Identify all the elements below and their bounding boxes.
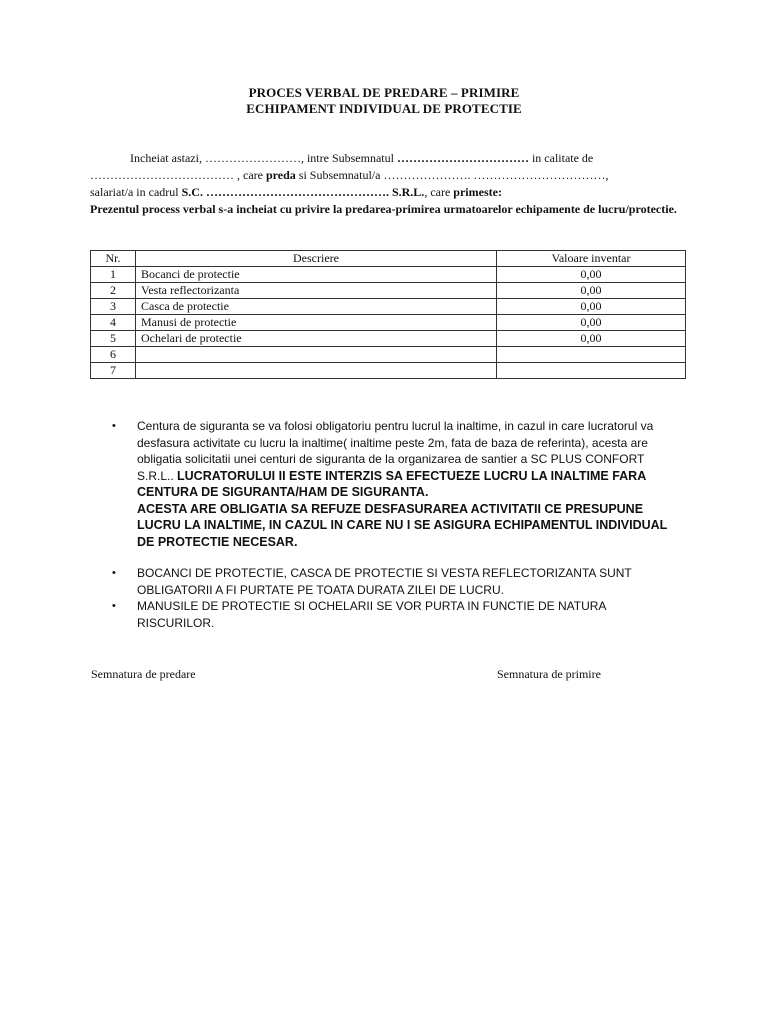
cell-desc: Vesta reflectorizanta <box>136 283 497 299</box>
list-item <box>112 565 672 598</box>
cell-desc <box>136 347 497 363</box>
list-spacer <box>112 550 672 565</box>
header-descriere: Descriere <box>136 251 497 267</box>
note-text: MANUSILE DE PROTECTIE SI OCHELARII SE VOR PURTA IN FUNCTIE DE NATURA RISCURILOR. <box>137 599 606 630</box>
cell-nr: 5 <box>91 331 136 347</box>
intro-text: in calitate de <box>528 151 594 165</box>
cell-val: 0,00 <box>497 315 686 331</box>
cell-desc: Bocanci de protectie <box>136 267 497 283</box>
table-header-row <box>91 251 686 267</box>
intro-text: si Subsemnatul/a …………………. ……………………………, <box>295 168 609 182</box>
intro-text: salariat/a in cadrul <box>90 185 182 199</box>
intro-line-4: Prezentul process verbal s-a incheiat cu privire la predarea-primirea urmatoarelor echipamente de lucru/protectie. <box>90 202 677 216</box>
table-row <box>91 267 686 283</box>
document-title-line1: PROCES VERBAL DE PREDARE – PRIMIRE <box>248 85 520 100</box>
cell-val <box>497 347 686 363</box>
intro-text: Incheiat astazi, ……………………, intre Subsemnatul <box>130 151 397 165</box>
note-text: Centura de siguranta se va folosi obligatoriu pentru lucrul la inaltime, in cazul in care lucratorul va desfasura activitate cu lucru la inaltime( inaltime peste 2m, fata de baza de referinta), acesta are obligatia solicitatii unei centuri de siguranta de la organizarea de santier a SC PLUS CONFORT S.R.L.. <box>137 419 654 483</box>
cell-nr: 4 <box>91 315 136 331</box>
cell-nr: 2 <box>91 283 136 299</box>
table-row <box>91 283 686 299</box>
table-row <box>91 363 686 379</box>
table-row <box>91 331 686 347</box>
list-item <box>112 418 672 550</box>
note-text: BOCANCI DE PROTECTIE, CASCA DE PROTECTIE SI VESTA REFLECTORIZANTA SUNT OBLIGATORII A FI PURTATE PE TOATA DURATA ZILEI DE LUCRU. <box>137 566 632 597</box>
safety-notes-list <box>112 418 672 631</box>
cell-desc: Casca de protectie <box>136 299 497 315</box>
cell-desc: Ochelari de protectie <box>136 331 497 347</box>
intro-line-2 <box>90 167 686 184</box>
cell-val <box>497 363 686 379</box>
header-valoare: Valoare inventar <box>497 251 686 267</box>
cell-val: 0,00 <box>497 283 686 299</box>
document-title-line2: ECHIPAMENT INDIVIDUAL DE PROTECTIE <box>246 101 522 116</box>
intro-line-3 <box>90 184 686 201</box>
intro-primeste: primeste: <box>453 185 502 199</box>
inventory-table <box>90 250 686 379</box>
intro-company: S.C. ………………………………………. S.R.L. <box>181 185 425 199</box>
signature-primire: Semnatura de primire <box>497 667 601 681</box>
intro-text: ……………………………… , care <box>90 168 266 182</box>
cell-val: 0,00 <box>497 267 686 283</box>
cell-nr: 3 <box>91 299 136 315</box>
table-row <box>91 299 686 315</box>
intro-paragraph <box>90 150 686 218</box>
intro-text: , care <box>424 185 454 199</box>
note-bold-obligation: ACESTA ARE OBLIGATIA SA REFUZE DESFASURAREA ACTIVITATII CE PRESUPUNE LUCRU LA INALTIME, IN CAZUL IN CARE NU I SE ASIGURA ECHIPAMENTUL INDIVIDUAL DE PROTECTIE NECESAR. <box>137 501 668 549</box>
cell-desc <box>136 363 497 379</box>
intro-line-1 <box>90 150 686 167</box>
bullet-icon: • <box>112 600 116 612</box>
intro-blank-bold: …………………………… <box>396 151 529 165</box>
intro-preda: preda <box>265 168 296 182</box>
bullet-icon: • <box>112 420 116 432</box>
cell-nr: 1 <box>91 267 136 283</box>
table-row <box>91 347 686 363</box>
header-nr: Nr. <box>91 251 136 267</box>
cell-val: 0,00 <box>497 331 686 347</box>
signature-predare: Semnatura de predare <box>91 667 196 681</box>
cell-nr: 7 <box>91 363 136 379</box>
cell-val: 0,00 <box>497 299 686 315</box>
note-bold-warning: LUCRATORULUI II ESTE INTERZIS SA EFECTUEZE LUCRU LA INALTIME FARA CENTURA DE SIGURANTA/HAM DE SIGURANTA. <box>137 468 646 499</box>
bullet-icon: • <box>112 567 116 579</box>
cell-nr: 6 <box>91 347 136 363</box>
list-item <box>112 598 672 631</box>
table-row <box>91 315 686 331</box>
cell-desc: Manusi de protectie <box>136 315 497 331</box>
